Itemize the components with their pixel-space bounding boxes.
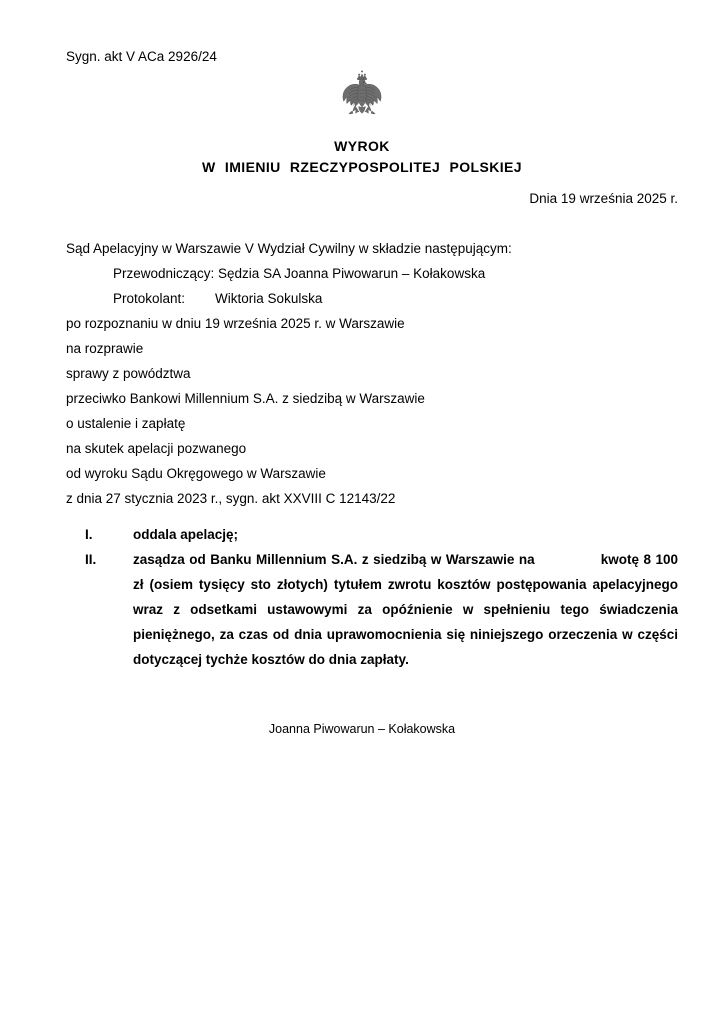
body-line: sprawy z powództwa bbox=[66, 366, 191, 381]
ruling-text-part-2: kwotę 8 100 zł (osiem tysięcy sto złotych) tytułem zwrotu kosztów postępowania apelacyjnego wraz z odsetkami ustawowymi za opóźnienie w spełnieniu tego świadczenia pieniężnego, za czas od dnia uprawomocnienia się niniejszego orzeczenia w części dotyczącej tychże kosztów do dnia zapłaty. bbox=[133, 552, 678, 667]
ruling-text bbox=[133, 547, 678, 672]
polish-eagle-emblem bbox=[333, 70, 391, 127]
emblem-container bbox=[0, 70, 724, 127]
ruling-numeral: I. bbox=[85, 527, 93, 542]
judgment-date: Dnia 19 września 2025 r. bbox=[529, 191, 678, 206]
presiding-judge-line: Przewodniczący: Sędzia SA Joanna Piwowarun – Kołakowska bbox=[113, 266, 486, 281]
case-signature: Sygn. akt V ACa 2926/24 bbox=[66, 49, 217, 64]
ruling-text-part-1: zasądza od Banku Millennium S.A. z siedzibą w Warszawie na bbox=[133, 552, 535, 567]
ruling-text: oddala apelację; bbox=[133, 527, 239, 542]
judgment-title-block bbox=[0, 136, 724, 177]
body-line: o ustalenie i zapłatę bbox=[66, 416, 186, 431]
ruling-item-1 bbox=[66, 522, 678, 547]
body-line: przeciwko Bankowi Millennium S.A. z siedzibą w Warszawie bbox=[66, 391, 425, 406]
body-line: z dnia 27 stycznia 2023 r., sygn. akt XXVIII C 12143/22 bbox=[66, 491, 396, 506]
page-title: WYROK bbox=[334, 138, 390, 154]
judge-signature: Joanna Piwowarun – Kołakowska bbox=[268, 722, 456, 736]
judgment-body bbox=[66, 236, 678, 511]
ruling-item-2 bbox=[66, 547, 678, 672]
clerk-line: Protokolant: Wiktoria Sokulska bbox=[113, 291, 323, 306]
body-line: od wyroku Sądu Okręgowego w Warszawie bbox=[66, 466, 326, 481]
ruling-numeral: II. bbox=[85, 552, 97, 567]
page-subtitle: W IMIENIU RZECZYPOSPOLITEJ POLSKIEJ bbox=[202, 159, 522, 175]
body-line: Sąd Apelacyjny w Warszawie V Wydział Cywilny w składzie następującym: bbox=[66, 241, 512, 256]
ruling-list bbox=[66, 522, 678, 672]
body-line: po rozpoznaniu w dniu 19 września 2025 r. w Warszawie bbox=[66, 316, 405, 331]
body-line: na rozprawie bbox=[66, 341, 144, 356]
body-line: na skutek apelacji pozwanego bbox=[66, 441, 247, 456]
